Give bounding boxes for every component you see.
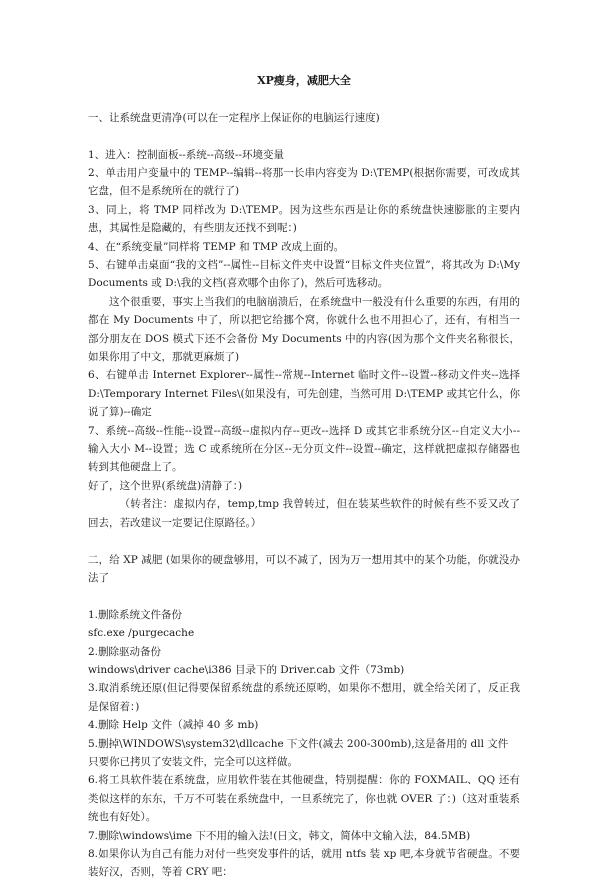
section-2-line: 5.删掉\WINDOWS\system32\dllcache 下文件(减去 200-300mb),这是备用的 dll 文件 [88,737,509,750]
section-1-item: 4、在“系统变量”同样将 TEMP 和 TMP 改成上面的。 [88,240,345,253]
section-2-heading: 二，给 XP 减肥 (如果你的硬盘够用，可以不减了，因为万一想用其中的某个功能，你就没办法了 [88,553,520,584]
document-title: XP瘦身，减肥大全 [257,74,351,87]
section-1-heading: 一、让系统盘更清净(可以在一定程序上保证你的电脑运行速度) [88,111,380,124]
section-1-item: 7、系统--高级--性能--设置--高级--虚拟内存--更改--选择 D 或其它非系统分区--自定义大小--输入大小 M--设置；选 C 或系统所在分区--无分页文件--设置--确定，这样就把虚拟存储器也转到其他硬盘上了。 [88,424,520,474]
section-1-item: 3、同上，将 TMP 同样改为 D:\TEMP。因为这些东西是让你的系统盘快速膨胀的主要内患，其属性是隐藏的，有些朋友还找不到呢：) [88,203,520,235]
section-1-item: 2、单击用户变量中的 TEMP--编辑--将那一长串内容变为 D:\TEMP(根据你需要，可改成其它盘，但不是系统所在的就行了) [88,166,520,198]
section-1-item: 5、右键单击桌面“我的文档”--属性--目标文件夹中设置“目标文件夹位置”，将其改为 D:\My Documents 或 D:\我的文档(喜欢哪个由你了)，然后可选移动。 [88,259,520,290]
section-2-line: sfc.exe /purgecache [88,627,195,640]
section-2-line: 7.删除\windows\ime 下不用的输入法!(日文，韩文，简体中文输入法，84.5MB) [88,829,471,842]
section-1-list [88,146,520,533]
section-2-line: 2.删除驱动备份 [88,645,162,658]
section-1-translator-note: （转者注：虚拟内存，temp,tmp 我曾转过，但在装某些软件的时候有些不妥又改了回去，若改建议一定要记住原路径。） [88,498,520,529]
section-1-item: 1、进入：控制面板--系统--高级--环境变量 [88,148,284,161]
section-1-note: 这个很重要，事实上当我们的电脑崩溃后，在系统盘中一般没有什么重要的东西，有用的都在 My Documents 中了，所以把它给挪个窝，你就什么也不用担心了，还有，有相当一部分朋友在 DOS 模式下还不会备份 My Documents 中的内容(因为那个文件夹名称很长，如果你用了中文，那就更麻烦了) [88,295,520,364]
section-1-closing: 好了，这个世界(系统盘)清静了：) [88,479,243,492]
section-2-line: 只要你已拷贝了安装文件，完全可以这样做。 [88,755,298,768]
section-2-list [88,606,520,882]
section-1-item: 6、右键单击 Internet Explorer--属性--常规--Internet 临时文件--设置--移动文件夹--选择 D:\Temporary Internet Files\(如果没有，可先创建，当然可用 D:\TEMP 或其它什么，你说了算)--确定 [88,369,521,419]
section-2-line: 4.删除 Help 文件（减掉 40 多 mb) [88,719,259,732]
section-2-line: 3.取消系统还原(但记得要保留系统盘的系统还原哟，如果你不想用，就全给关闭了，反正我是保留着：) [88,682,520,713]
section-2-line: 8.如果你认为自己有能力对付一些突发事件的话，就用 ntfs 装 xp 吧,本身就节省硬盘。不要装好汉，否则，等着 CRY 吧： [88,847,520,879]
section-2-line: 6.将工具软件装在系统盘，应用软件装在其他硬盘，特别提醒：你的 FOXMAIL、QQ 还有类似这样的东东，千万不可装在系统盘中，一旦系统完了，你也就 OVER 了：)（这对重装系统也有好处）。 [88,774,520,824]
section-2-line: 1.删除系统文件备份 [88,608,183,621]
section-2-line: windows\driver cache\i386 目录下的 Driver.cab 文件（73mb) [88,663,405,676]
document-page [88,72,520,882]
